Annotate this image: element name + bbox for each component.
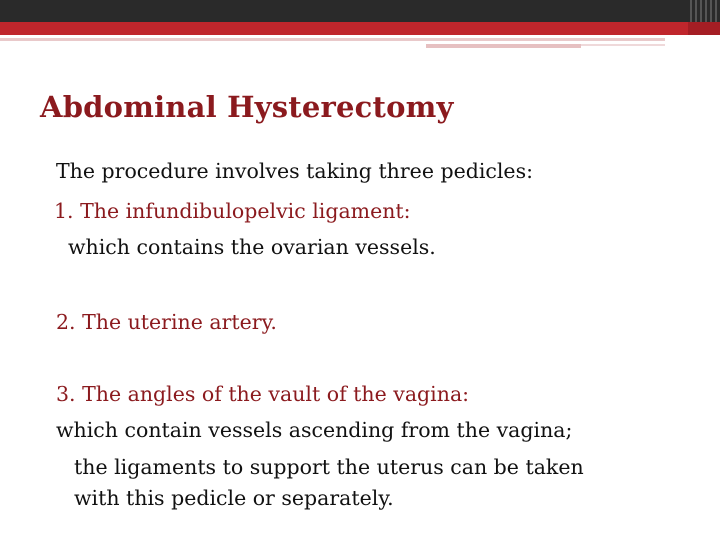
item-3-detail-continued: with this pedicle or separately. [74, 486, 394, 510]
item-3-detail-continued: the ligaments to support the uterus can be taken [74, 455, 584, 479]
top-red-bar [0, 22, 720, 35]
accent-line [426, 44, 581, 48]
slide-title: Abdominal Hysterectomy [40, 90, 454, 124]
item-1-heading: 1. The infundibulopelvic ligament: [54, 199, 411, 223]
item-1-detail: which contains the ovarian vessels. [68, 235, 436, 259]
top-stripe-pattern [690, 0, 720, 22]
top-red-bar-end [688, 22, 720, 35]
item-2-heading: 2. The uterine artery. [56, 310, 277, 334]
accent-line [581, 44, 665, 46]
item-3-heading: 3. The angles of the vault of the vagina: [56, 382, 470, 406]
accent-line [0, 38, 665, 41]
top-dark-bar [0, 0, 720, 22]
item-3-detail: which contain vessels ascending from the vagina; [56, 418, 573, 442]
intro-line: The procedure involves taking three pedicles: [56, 159, 533, 183]
